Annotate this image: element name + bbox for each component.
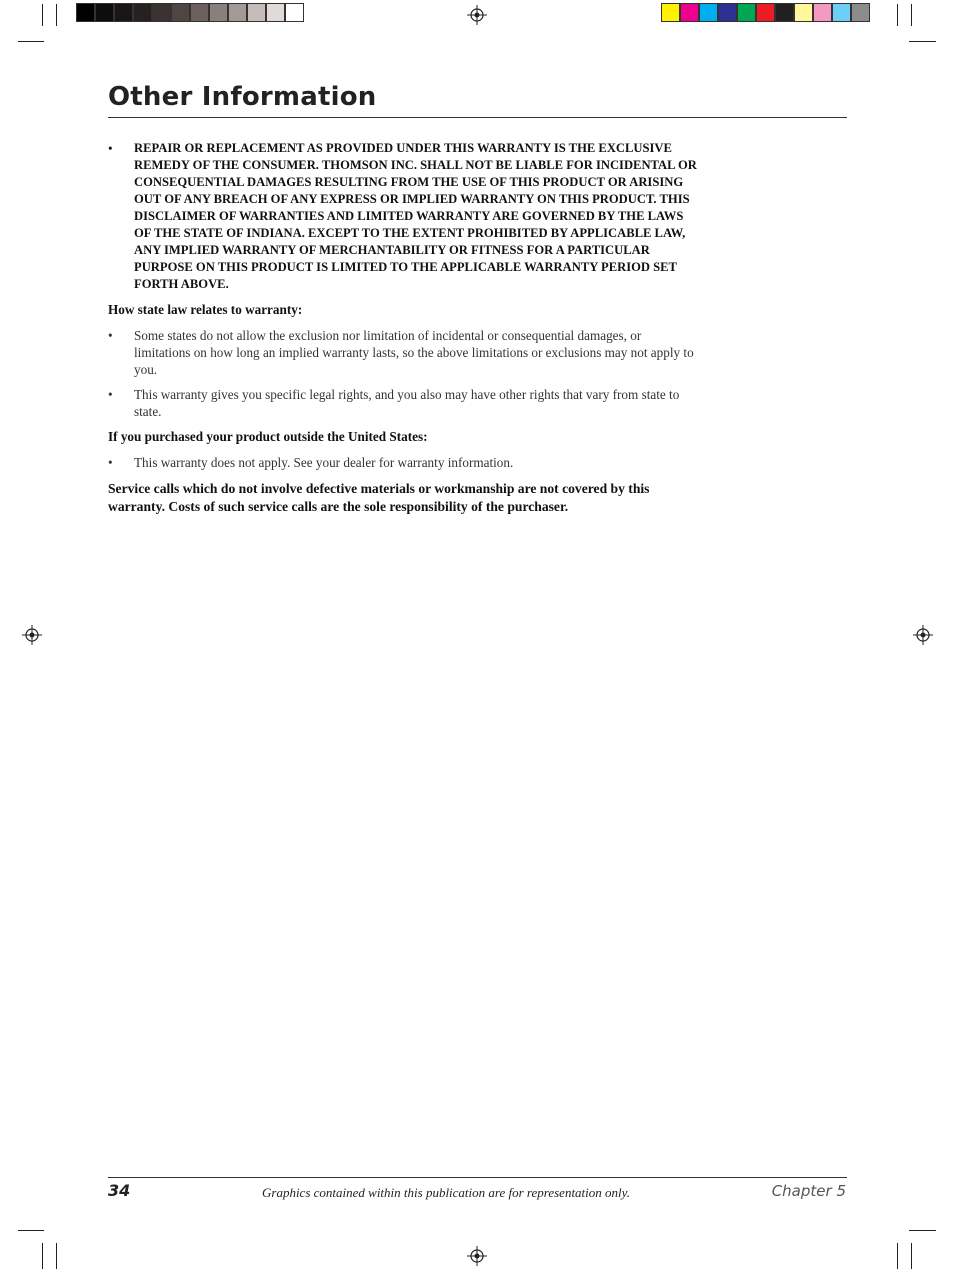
color-swatch — [228, 3, 247, 22]
crop-mark — [911, 4, 912, 26]
color-swatch — [285, 3, 304, 22]
bullet: • — [108, 387, 113, 402]
color-swatch — [699, 3, 718, 22]
registration-mark-icon — [467, 1246, 487, 1266]
color-swatch — [95, 3, 114, 22]
exclusive-remedy-paragraph: REPAIR OR REPLACEMENT AS PROVIDED UNDER THIS WARRANTY IS THE EXCLUSIVE REMEDY OF THE CONSUMER. THOMSON INC. SHALL NOT BE LIABLE FOR INCIDENTAL OR CONSEQUENTIAL DAMAGES RESULTING FROM THE USE OF THIS PRODUCT OR ARISING OUT OF ANY BREACH OF ANY EXPRESS OR IMPLIED WARRANTY ON THIS PRODUCT. THIS DISCLAIMER OF WARRANTIES AND LIMITED WARRANTY ARE GOVERNED BY THE LAWS OF THE STATE OF INDIANA. EXCEPT TO THE EXTENT PROHIBITED BY APPLICABLE LAW, ANY IMPLIED WARRANTY OF MERCHANTABILITY OR FITNESS FOR A PARTICULAR PURPOSE ON THIS PRODUCT IS LIMITED TO THE APPLICABLE WARRANTY PERIOD SET FORTH ABOVE. — [134, 141, 697, 291]
crop-mark — [56, 4, 57, 26]
color-swatch — [266, 3, 285, 22]
color-swatch — [152, 3, 171, 22]
bullet: • — [108, 328, 113, 343]
service-calls-paragraph: Service calls which do not involve defective materials or workmanship are not covered by this warranty. Costs of such service calls are the sole responsibility of the purchaser. — [108, 481, 650, 514]
color-swatch — [813, 3, 832, 22]
color-swatch — [832, 3, 851, 22]
crop-mark — [18, 1230, 44, 1231]
color-swatch — [190, 3, 209, 22]
color-swatch — [76, 3, 95, 22]
state-law-heading: How state law relates to warranty: — [108, 302, 303, 317]
page-number: 34 — [108, 1181, 131, 1200]
footer-divider — [108, 1177, 847, 1178]
color-swatch — [718, 3, 737, 22]
state-law-bullet-text: Some states do not allow the exclusion nor limitation of incidental or consequential damages, or limitations on how long an implied warranty lasts, so the above limitations or exclusions may not apply to you. — [134, 328, 694, 377]
crop-mark — [909, 1230, 936, 1231]
crop-mark — [911, 1243, 912, 1269]
crop-mark — [42, 1243, 43, 1269]
color-swatch — [209, 3, 228, 22]
crop-mark — [897, 4, 898, 26]
color-swatch — [851, 3, 870, 22]
crop-mark — [909, 41, 936, 42]
outside-us-heading: If you purchased your product outside the United States: — [108, 429, 428, 444]
color-swatch — [756, 3, 775, 22]
process-color-bar — [661, 3, 870, 22]
color-swatch — [775, 3, 794, 22]
list-item — [108, 140, 698, 293]
bullet: • — [108, 455, 113, 470]
bullet: • — [108, 141, 113, 156]
color-swatch — [133, 3, 152, 22]
registration-mark-icon — [467, 5, 487, 25]
title-divider — [108, 117, 847, 118]
crop-mark — [42, 4, 43, 26]
outside-us-bullet-text: This warranty does not apply. See your dealer for warranty information. — [134, 455, 514, 470]
list-item — [108, 327, 698, 378]
color-swatch — [680, 3, 699, 22]
list-item — [108, 386, 698, 420]
crop-mark — [56, 1243, 57, 1269]
color-swatch — [661, 3, 680, 22]
color-swatch — [171, 3, 190, 22]
crop-mark — [897, 1243, 898, 1269]
page-title: Other Information — [108, 82, 377, 112]
state-law-bullet-text: This warranty gives you specific legal rights, and you also may have other rights that vary from state to state. — [134, 387, 680, 419]
color-swatch — [247, 3, 266, 22]
crop-mark — [18, 41, 44, 42]
list-item — [108, 454, 698, 471]
grayscale-color-bar — [76, 3, 304, 22]
registration-mark-icon — [913, 625, 933, 645]
color-swatch — [114, 3, 133, 22]
footer-note: Graphics contained within this publication are for representation only. — [262, 1185, 630, 1200]
warranty-content — [108, 140, 698, 516]
color-swatch — [794, 3, 813, 22]
chapter-label: Chapter 5 — [771, 1182, 846, 1200]
color-swatch — [737, 3, 756, 22]
registration-mark-icon — [22, 625, 42, 645]
